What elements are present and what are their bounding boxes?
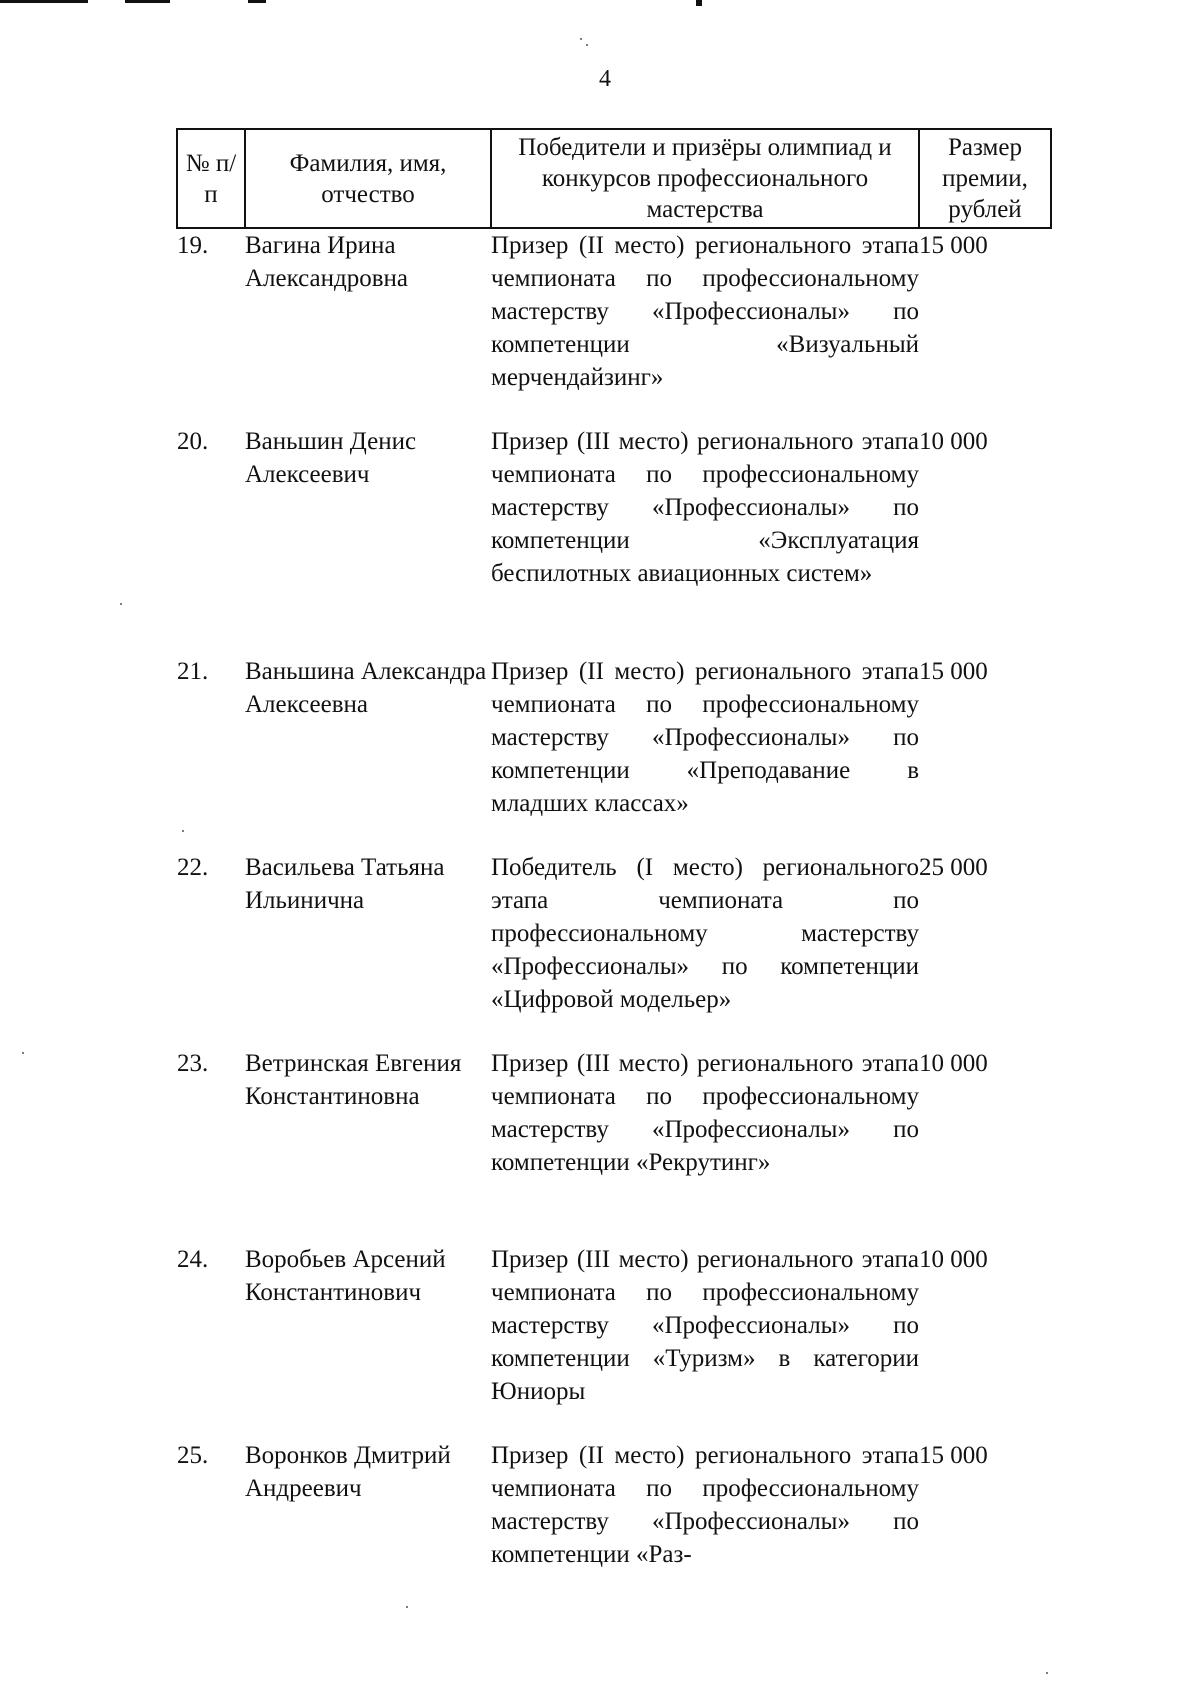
header-achievement: Победители и призёры олимпиад и конкурсов профессионального мастерства <box>491 129 919 228</box>
row-achievement: Призер (II место) регионального этапа чемпионата по профессиональному мастерству «Профессионалы» по компетенции «Преподавание в младших классах» <box>491 658 919 817</box>
row-full-name: Воробьев Арсений Константинович <box>245 1246 446 1306</box>
row-prize: 15 000 <box>919 1442 988 1469</box>
scan-speck <box>406 1606 408 1608</box>
scan-speck <box>1046 1672 1048 1674</box>
scan-speck <box>580 38 582 40</box>
row-number: 20. <box>177 428 209 455</box>
row-number: 19. <box>177 232 209 259</box>
row-achievement: Призер (III место) регионального этапа чемпионата по профессиональному мастерству «Профессионалы» по компетенции «Рекрутинг» <box>491 1050 919 1176</box>
table-row <box>177 851 1051 1047</box>
row-prize: 10 000 <box>919 428 988 455</box>
table-row <box>177 425 1051 655</box>
row-achievement: Призер (III место) регионального этапа чемпионата по профессиональному мастерству «Профессионалы» по компетенции «Туризм» в категории Юниоры <box>491 1246 919 1405</box>
scan-speck <box>586 44 588 46</box>
row-number: 24. <box>177 1246 209 1273</box>
row-number: 22. <box>177 854 209 881</box>
row-number: 21. <box>177 658 209 685</box>
row-full-name: Ваньшин Денис Алексеевич <box>245 428 417 488</box>
row-achievement: Призер (II место) регионального этапа чемпионата по профессиональному мастерству «Профессионалы» по компетенции «Визуальный мерчендайзинг» <box>491 232 919 391</box>
table-row <box>177 228 1051 425</box>
row-achievement: Призер (II место) регионального этапа чемпионата по профессиональному мастерству «Профессионалы» по компетенции «Раз- <box>491 1442 919 1568</box>
page-number: 4 <box>599 66 611 92</box>
row-prize: 10 000 <box>919 1246 988 1273</box>
table-header-row <box>177 129 1051 228</box>
row-number: 23. <box>177 1050 209 1077</box>
table-row <box>177 1439 1051 1571</box>
header-prize: Размер премии, рублей <box>919 129 1051 228</box>
scan-speck <box>120 603 122 605</box>
table-row <box>177 1243 1051 1439</box>
table-row <box>177 655 1051 851</box>
row-full-name: Воронков Дмитрий Андреевич <box>245 1442 451 1502</box>
row-full-name: Ваньшина Александра Алексеевна <box>245 658 487 718</box>
row-prize: 15 000 <box>919 232 988 259</box>
row-achievement: Победитель (I место) регионального этапа чемпионата по профессиональному мастерству «Профессионалы» по компетенции «Цифровой модельер» <box>491 854 919 1013</box>
row-achievement: Призер (III место) регионального этапа чемпионата по профессиональному мастерству «Профессионалы» по компетенции «Эксплуатация беспилотных авиационных систем» <box>491 428 919 587</box>
row-prize: 15 000 <box>919 658 988 685</box>
table-row <box>177 1047 1051 1243</box>
row-full-name: Ветринская Евгения Константиновна <box>245 1050 462 1110</box>
header-full-name: Фамилия, имя, отчество <box>245 129 491 228</box>
row-full-name: Вагина Ирина Александровна <box>245 232 409 292</box>
scan-speck <box>22 1052 24 1054</box>
row-prize: 25 000 <box>919 854 988 881</box>
awards-table <box>176 128 1052 1571</box>
scan-edge-marks <box>0 0 1200 8</box>
row-prize: 10 000 <box>919 1050 988 1077</box>
header-number: № п/п <box>177 129 245 228</box>
row-number: 25. <box>177 1442 209 1469</box>
row-full-name: Васильева Татьяна Ильинична <box>245 854 445 914</box>
